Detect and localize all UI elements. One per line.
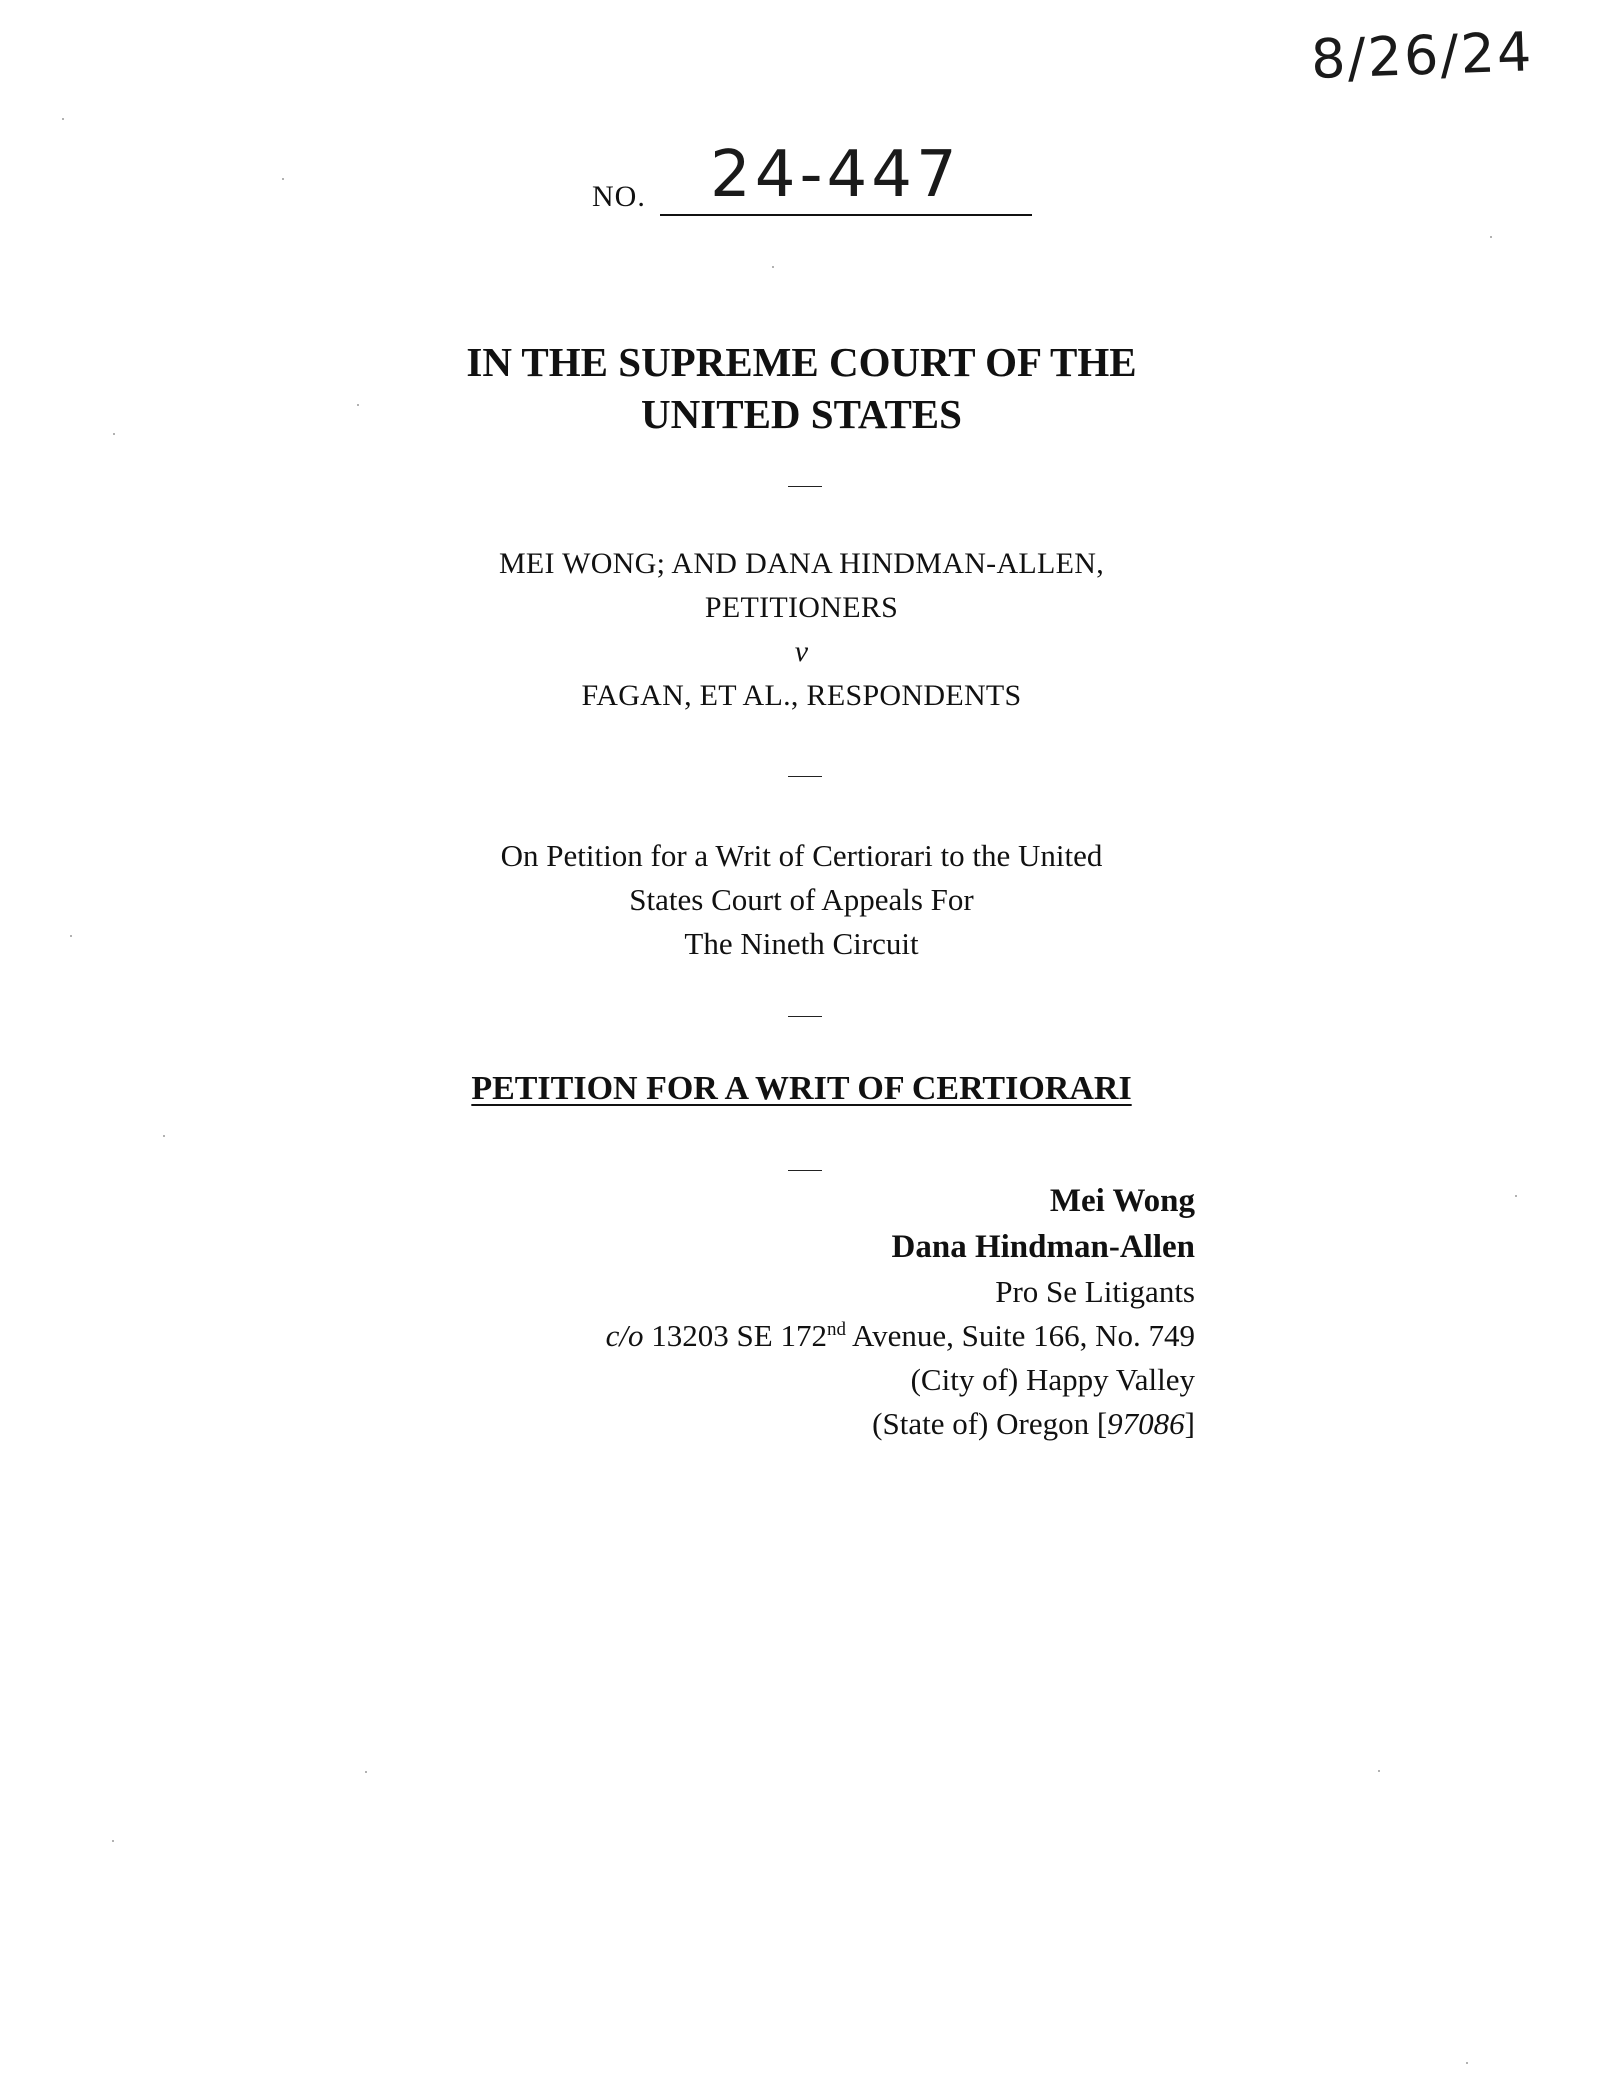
litigant-name-2: Dana Hindman-Allen bbox=[891, 1229, 1195, 1265]
address-care-of: c/o bbox=[605, 1318, 644, 1353]
address-street bbox=[606, 1314, 1195, 1358]
scan-speck bbox=[62, 118, 64, 120]
address-state-prefix: (State of) Oregon [ bbox=[872, 1406, 1108, 1441]
case-parties bbox=[0, 542, 1603, 718]
docket-blank-line bbox=[660, 214, 1032, 216]
scan-speck bbox=[357, 404, 359, 406]
scan-speck bbox=[112, 1840, 114, 1842]
petitioners-names: MEI WONG; AND DANA HINDMAN-ALLEN, bbox=[498, 547, 1105, 580]
court-heading-line1: IN THE SUPREME COURT OF THE bbox=[466, 339, 1137, 385]
petition-description-line3: The Nineth Circuit bbox=[684, 926, 919, 961]
docket-number-row bbox=[592, 140, 1032, 220]
address-state bbox=[606, 1402, 1195, 1446]
separator-dash bbox=[788, 776, 822, 777]
handwritten-filing-date: 8/26/24 bbox=[1310, 20, 1535, 91]
petition-title: PETITION FOR A WRIT OF CERTIORARI bbox=[471, 1070, 1132, 1107]
petition-description bbox=[0, 834, 1603, 966]
court-heading bbox=[0, 336, 1603, 440]
scan-speck bbox=[1466, 2062, 1468, 2064]
scan-speck bbox=[772, 266, 774, 268]
separator-dash bbox=[788, 1016, 822, 1017]
scan-speck bbox=[113, 433, 115, 435]
scan-speck bbox=[163, 1135, 165, 1137]
address-state-suffix: ] bbox=[1184, 1406, 1195, 1441]
scan-speck bbox=[1490, 236, 1492, 238]
handwritten-docket-number: 24-447 bbox=[710, 138, 961, 212]
separator-dash bbox=[788, 1170, 822, 1171]
scan-speck bbox=[1378, 1770, 1380, 1772]
scan-speck bbox=[365, 1771, 367, 1773]
respondents-label: FAGAN, ET AL., RESPONDENTS bbox=[581, 679, 1022, 712]
versus-label: v bbox=[794, 635, 809, 668]
address-rest: Avenue, Suite 166, No. 749 bbox=[845, 1318, 1195, 1353]
petition-description-line1: On Petition for a Writ of Certiorari to the United bbox=[500, 838, 1103, 873]
court-heading-line2: UNITED STATES bbox=[641, 391, 962, 437]
separator-dash bbox=[788, 486, 822, 487]
signature-block bbox=[606, 1178, 1195, 1446]
litigant-name-1: Mei Wong bbox=[1049, 1183, 1195, 1219]
address-zip: 97086 bbox=[1107, 1406, 1185, 1441]
petition-description-line2: States Court of Appeals For bbox=[629, 882, 974, 917]
address-city: (City of) Happy Valley bbox=[910, 1362, 1195, 1397]
docket-label: NO. bbox=[592, 180, 646, 213]
scan-speck bbox=[70, 935, 72, 937]
address-ordinal-suffix: nd bbox=[826, 1319, 846, 1340]
address-number: 13203 SE 172 bbox=[643, 1318, 827, 1353]
petitioners-label: PETITIONERS bbox=[704, 591, 899, 624]
scan-speck bbox=[282, 178, 284, 180]
scan-speck bbox=[1515, 1195, 1517, 1197]
litigant-role: Pro Se Litigants bbox=[995, 1274, 1195, 1309]
